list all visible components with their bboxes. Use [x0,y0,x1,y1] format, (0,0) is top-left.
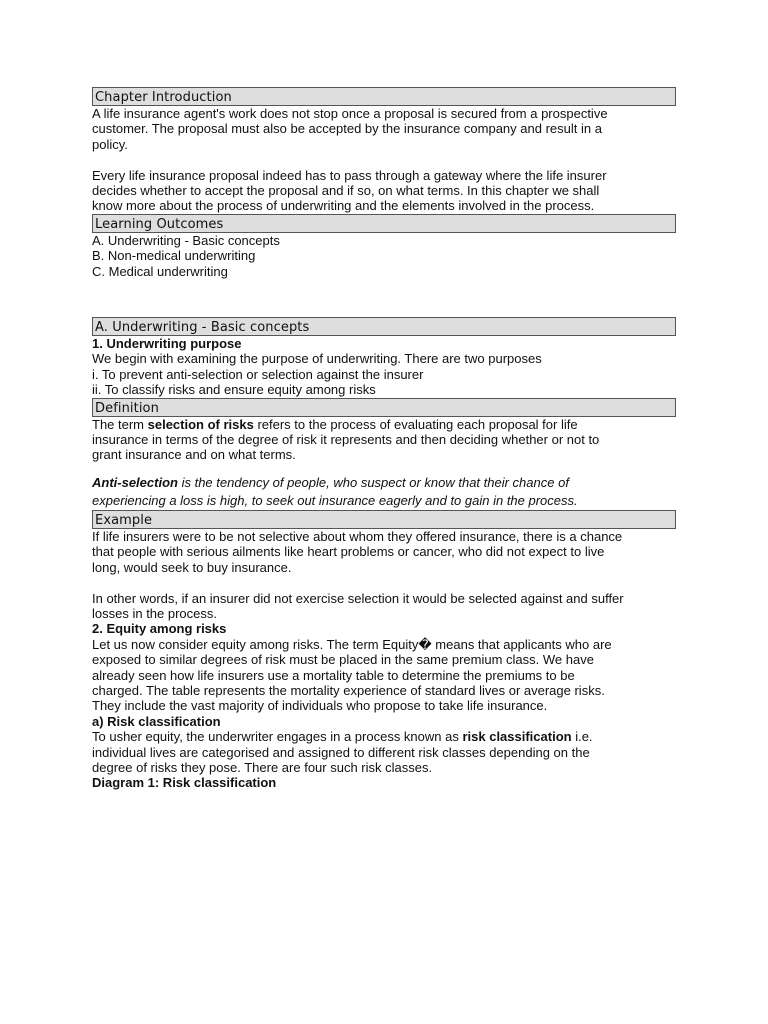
example-text-line: that people with serious ailments like heart problems or cancer, who did not expect to live [92,544,605,560]
outcome-item: C. Medical underwriting [92,263,228,279]
risk-classification-title: a) Risk classification [92,713,221,729]
underwriting-purpose-title: 1. Underwriting purpose [92,336,242,352]
definition-text-line: insurance in terms of the degree of risk it represents and then deciding whether or not to [92,432,600,448]
equity-text-line: charged. The table represents the mortality experience of standard lives or average risks. [92,682,605,698]
chapter-introduction-header: Chapter Introduction [92,87,676,106]
purpose-text-line: We begin with examining the purpose of underwriting. There are two purposes [92,351,542,367]
example-text-line: If life insurers were to be not selective about whom they offered insurance, there is a chance [92,528,623,544]
equity-text-line: Let us now consider equity among risks. The term Equity� means that applicants who are [92,636,612,652]
anti-selection-text-line: Anti-selection is the tendency of people, who suspect or know that their chance of [92,474,569,490]
example-text-line: losses in the process. [92,605,218,621]
definition-text-line: grant insurance and on what terms. [92,447,296,463]
example-text-line: In other words, if an insurer did not exercise selection it would be selected against and suffer [92,590,624,606]
anti-selection-term: Anti-selection [92,474,178,490]
definition-header: Definition [92,398,676,417]
example-text-line: long, would seek to buy insurance. [92,559,292,575]
risk-classification-text-line: To usher equity, the underwriter engages in a process known as risk classification i.e. [92,729,593,745]
section-a-header: A. Underwriting - Basic concepts [92,317,676,336]
intro-text-line: A life insurance agent's work does not stop once a proposal is secured from a prospective [92,106,608,121]
risk-classification-text-line: degree of risks they pose. There are four such risk classes. [92,759,433,775]
intro-text-line: Every life insurance proposal indeed has to pass through a gateway where the life insurer [92,167,607,183]
risk-classification-term: risk classification [462,729,572,745]
outcome-item: B. Non-medical underwriting [92,248,256,264]
intro-text-line: policy. [92,136,128,152]
intro-text-line: customer. The proposal must also be accepted by the insurance company and result in a [92,121,602,137]
document-page [92,87,676,791]
diagram-title: Diagram 1: Risk classification [92,775,277,791]
outcome-item: A. Underwriting - Basic concepts [92,232,280,248]
risk-classification-text-line: individual lives are categorised and assigned to different risk classes depending on the [92,744,590,760]
intro-text-line: know more about the process of underwriting and the elements involved in the process. [92,198,595,214]
definition-text-line: The term selection of risks refers to the process of evaluating each proposal for life [92,416,578,432]
equity-text-line: already seen how life insurers use a mortality table to determine the premiums to be [92,667,575,683]
equity-text-line: exposed to similar degrees of risk must be placed in the same premium class. We have [92,652,594,668]
selection-of-risks-term: selection of risks [147,416,254,432]
purpose-text-line: ii. To classify risks and ensure equity among risks [92,382,376,398]
example-header: Example [92,510,676,529]
equity-among-risks-title: 2. Equity among risks [92,621,227,637]
equity-text-line: They include the vast majority of individuals who propose to take life insurance. [92,698,548,714]
learning-outcomes-header: Learning Outcomes [92,214,676,233]
purpose-text-line: i. To prevent anti-selection or selection against the insurer [92,366,424,382]
intro-text-line: decides whether to accept the proposal and if so, on what terms. In this chapter we shall [92,183,600,199]
anti-selection-text-line: experiencing a loss is high, to seek out insurance eagerly and to gain in the process. [92,492,578,508]
